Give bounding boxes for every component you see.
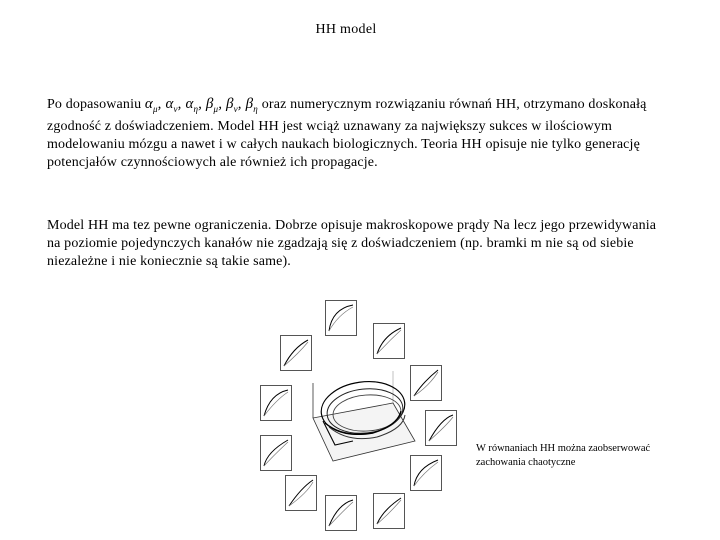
curve-icon — [281, 336, 311, 370]
paragraph-fit-result — [47, 95, 667, 172]
curve-icon — [326, 496, 356, 530]
paragraph-body: oraz numerycznym rozwiązaniu równań HH, otrzymano doskonałą zgodność z doświadczeniem. Model HH jest wciąż uznawany za największy sukces w ilościowym modelowaniu mózgu a nawet i w całych naukach biologicznych. Teoria HH opisuje nie tylko generację potencjałów czynnościowych ale również ich propagacje. — [47, 97, 647, 170]
parameter-list — [145, 96, 262, 112]
curve-icon — [374, 494, 404, 528]
phase-thumbnail — [325, 300, 357, 336]
phase-thumbnail — [325, 495, 357, 531]
phase-attractor-image — [303, 363, 423, 473]
figure-caption: W równaniach HH można zaobserwować zachowania chaotyczne — [476, 443, 651, 468]
phase-thumbnail — [410, 365, 442, 401]
curve-icon — [411, 456, 441, 490]
phase-thumbnail — [410, 455, 442, 491]
parameter: $\alpha_\mu$, — [144, 96, 162, 114]
paragraph-prefix: Po dopasowaniu — [47, 97, 142, 112]
parameter: $\beta_\nu$, — [226, 96, 242, 114]
phase-thumbnail — [373, 493, 405, 529]
phase-thumbnail — [260, 435, 292, 471]
paragraph-limitations: Model HH ma tez pewne ograniczenia. Dobrze opisuje makroskopowe prądy Na lecz jego przewidywania na poziomie pojedynczych kanałów nie zgadzają się z doświadczeniem (np. bramki m nie są od siebie niezależne i nie koniecznie są takie same). — [47, 218, 657, 269]
phase-thumbnail — [425, 410, 457, 446]
chaos-figure — [255, 295, 475, 535]
curve-icon — [261, 436, 291, 470]
phase-thumbnail — [373, 323, 405, 359]
parameter: $\alpha_\nu$, — [165, 96, 182, 114]
page-title: HH model — [315, 22, 377, 37]
phase-thumbnail — [260, 385, 292, 421]
curve-icon — [261, 386, 291, 420]
curve-icon — [411, 366, 441, 400]
curve-icon — [286, 476, 316, 510]
parameter: $\alpha_\eta$, — [185, 96, 202, 114]
parameter: $\beta_\eta$ — [245, 96, 258, 114]
parameter: $\beta_\mu$, — [205, 96, 223, 114]
phase-thumbnail — [280, 335, 312, 371]
phase-thumbnail — [285, 475, 317, 511]
curve-icon — [326, 301, 356, 335]
curve-icon — [374, 324, 404, 358]
curve-icon — [426, 411, 456, 445]
